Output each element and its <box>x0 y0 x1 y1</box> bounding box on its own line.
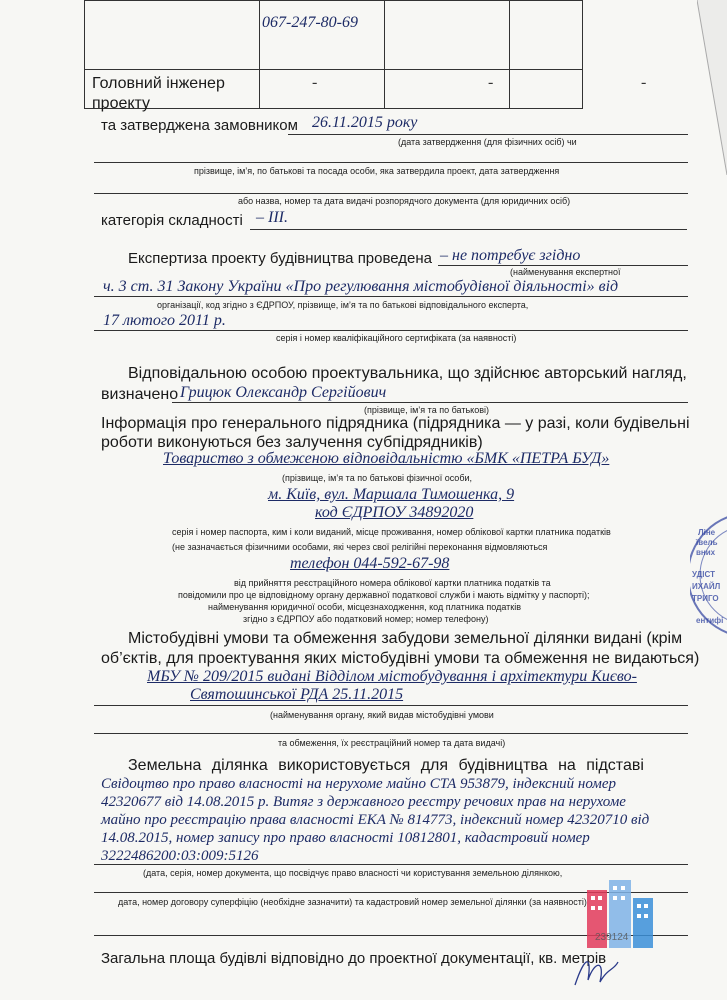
urban-hint: (найменування органу, який видав містобудівні умови <box>270 710 494 720</box>
land-hint: дата, номер договору суперфіцію (необхідне зазначити) та кадастровий номер земельної ділянки (за наявності) <box>118 897 587 907</box>
supervisor-name: Грицюк Олександр Сергійович <box>180 384 387 401</box>
contractor-name: Товариство з обмеженою відповідальністю «БМК «ПЕТРА БУД» <box>163 450 610 467</box>
contractor-hint: серія і номер паспорта, ким і коли виданий, місце проживання, номер облікової картки платника податків <box>172 527 611 537</box>
chief-engineer-label: Головний інженер проекту <box>92 75 225 112</box>
complexity-value: – III. <box>256 209 288 226</box>
approval-value: 26.11.2015 року <box>312 114 418 131</box>
svg-text:ТРИГО: ТРИГО <box>692 594 719 603</box>
page-fold-mark <box>697 0 727 175</box>
land-text: Земельна ділянка використовується для будівництва на підставі <box>128 757 644 774</box>
contractor-hint: найменування юридичної особи, місцезнаходження, код платника податків <box>208 602 522 612</box>
expertise-hint: серія і номер кваліфікаційного сертифіката (за наявності) <box>276 333 517 343</box>
expertise-hint: (найменування експертної <box>510 267 621 277</box>
expertise-value: – не потребує згідно <box>440 247 581 264</box>
expertise-value: 17 лютого 2011 р. <box>103 312 226 329</box>
land-value: Свідоцтво про право власності на нерухоме майно СТА 953879, індексний номер <box>101 776 616 792</box>
svg-text:Ліне: Ліне <box>698 528 716 537</box>
svg-text:ївель: ївель <box>696 538 718 547</box>
table-dash: - <box>488 74 494 91</box>
complexity-label: категорія складності <box>101 212 243 229</box>
urban-text: Містобудівні умови та обмеження забудови земельної ділянки видані (крім <box>128 630 683 647</box>
land-hint: (дата, серія, номер документа, що посвідчує право власності чи користування земельною ділянкою, <box>143 868 563 878</box>
contractor-text: роботи виконуються без залучення субпідрядників) <box>101 434 483 451</box>
approval-label: та затверджена замовником <box>101 117 298 134</box>
table-dash: - <box>312 74 318 91</box>
supervision-label: визначено <box>101 386 179 403</box>
svg-text:вних: вних <box>696 548 716 557</box>
contractor-phone: телефон 044-592-67-98 <box>290 555 450 572</box>
signature-mark <box>570 950 620 990</box>
contractor-hint: повідомили про це відповідному органу державної податкової служби і мають відмітку у паспорті); <box>178 590 590 600</box>
expertise-hint: організації, код згідно з ЄДРПОУ, прізвище, ім’я та по батькові відповідального експерта, <box>157 300 529 310</box>
svg-text:239124: 239124 <box>595 932 629 943</box>
table-phone: 067-247-80-69 <box>262 14 358 31</box>
urban-text: об’єктів, для проектування яких містобудівні умови та обмеження не видаються) <box>101 650 700 667</box>
watermark-logo <box>585 880 655 950</box>
supervision-text: Відповідальною особою проектувальника, що здійснює авторський нагляд, <box>128 365 687 382</box>
contractor-text: Інформація про генерального підрядника (підрядника — у разі, коли будівельні <box>101 415 690 432</box>
contractor-hint: (прізвище, ім’я та по батькові фізичної особи, <box>282 473 472 483</box>
contractor-address: м. Київ, вул. Маршала Тимошенка, 9 <box>268 486 515 503</box>
contractor-hint: (не зазначається фізичними особами, які через свої релігійні переконання відмовляються <box>172 542 548 552</box>
approval-hint: або назва, номер та дата видачі розпорядчого документа (для юридичних осіб) <box>238 196 571 206</box>
svg-text:ИХАЙЛ: ИХАЙЛ <box>692 582 721 591</box>
approval-hint: (дата затвердження (для фізичних осіб) чи <box>398 137 577 147</box>
land-value: майно про реєстрацію права власності ЕКА № 814773, індексний номер 42320710 від <box>101 812 650 828</box>
supervision-hint: (прізвище, ім’я та по батькові) <box>364 405 489 415</box>
area-label: Загальна площа будівлі відповідно до проектної документації, кв. метрів <box>101 950 607 967</box>
contractor-hint: згідно з ЄДРПОУ або податковий номер; номер телефону) <box>243 614 489 624</box>
svg-text:УДІСТ: УДІСТ <box>692 570 715 579</box>
expertise-value: ч. 3 ст. 31 Закону України «Про регулювання містобудівної діяльності» від <box>103 278 619 295</box>
table-dash: - <box>641 74 647 91</box>
urban-value: Святошинської РДА 25.11.2015 <box>190 686 404 703</box>
approval-hint: прізвище, ім’я, по батькові та посада особи, яка затвердила проект, дата затвердження <box>194 166 560 176</box>
contractor-hint: від прийняття реєстраційного номера облікової картки платника податків та <box>234 578 551 588</box>
contractor-code: код ЄДРПОУ 34892020 <box>315 504 474 521</box>
official-stamp <box>690 505 727 645</box>
urban-value: МБУ № 209/2015 видані Відділом містобудування і архітектури Києво- <box>147 668 637 685</box>
land-value: 14.08.2015, номер запису про право власності 10812801, кадастровий номер <box>101 830 590 846</box>
urban-hint: та обмеження, їх реєстраційний номер та дата видачі) <box>278 738 506 748</box>
expertise-label: Експертиза проекту будівництва проведена <box>128 250 433 267</box>
land-value: 3222486200:03:009:5126 <box>101 848 259 864</box>
land-value: 42320677 від 14.08.2015 р. Витяг з державного реєстру речових прав на нерухоме <box>101 794 626 810</box>
svg-text:ентифі: ентифі <box>696 616 724 625</box>
